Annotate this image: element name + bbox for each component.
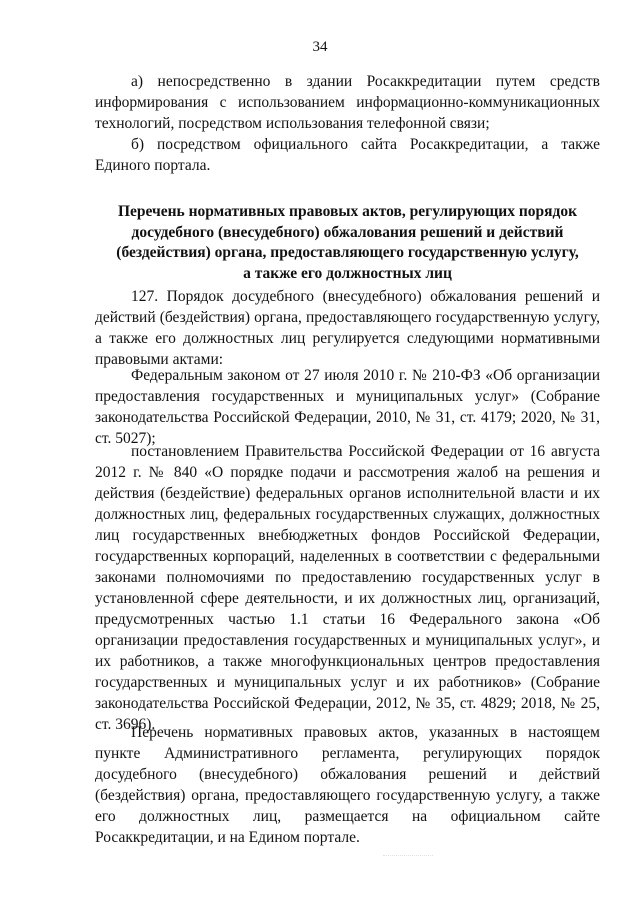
paragraph-federal-law: Федеральным законом от 27 июля 2010 г. № 210-ФЗ «Об организации предоставления государственных и муниципальных услуг» (Собрание законодательства Российской Федерации, 2010, № 31, ст. 4179; 2020, № 31, ст. 5027);	[95, 367, 600, 447]
heading-line: (бездействия) органа, предоставляющего государственную услугу,	[116, 244, 579, 261]
scan-artifact	[383, 855, 433, 862]
section-heading	[95, 202, 600, 284]
heading-line: а также его должностных лиц	[243, 264, 452, 282]
paragraph-list-placement: Перечень нормативных правовых актов, указанных в настоящем пункте Административного регламента, регулирующих порядок досудебного (внесудебного) обжалования решений и действий (бездействия) органа, предоставляющего государственную услугу, а также его должностных лиц, размещается на официальном сайте Росаккредитации, и на Едином портале.	[95, 724, 600, 846]
heading-line: досудебного (внесудебного) обжалования решений и действий	[131, 223, 564, 241]
page-number: 34	[312, 39, 328, 55]
paragraph-b: б) посредством официального сайта Росаккредитации, а также Единого портала.	[95, 136, 600, 174]
paragraph-a: а) непосредственно в здании Росаккредитации путем средств информирования с использованием информационно-коммуникационных технологий, посредством использования телефонной связи;	[95, 73, 600, 132]
paragraph-government-decree: постановлением Правительства Российской Федерации от 16 августа 2012 г. № 840 «О порядке подачи и рассмотрения жалоб на решения и действия (бездействие) федеральных органов исполнительной власти и их должностных лиц, федеральных государственных служащих, должностных лиц государственных внебюджетных фондов Российской Федерации, государственных корпораций, наделенных в соответствии с федеральными законами полномочиями по предоставлению государственных услуг в установленной сфере деятельности, и их должностных лиц, организаций, предусмотренных частью 1.1 статьи 16 Федерального закона «Об организации предоставления государственных и муниципальных услуг», и их работников, а также многофункциональных центров предоставления государственных и муниципальных услуг и их работников» (Собрание законодательства Российской Федерации, 2012, № 35, ст. 4829; 2018, № 25, ст. 3696).	[95, 443, 600, 733]
heading-line: Перечень нормативных правовых актов, регулирующих порядок	[117, 203, 578, 220]
paragraph-127: 127. Порядок досудебного (внесудебного) обжалования решений и действий (бездействия) органа, предоставляющего государственную услугу, а также его должностных лиц регулируется следующими нормативными правовыми актами:	[95, 288, 600, 368]
